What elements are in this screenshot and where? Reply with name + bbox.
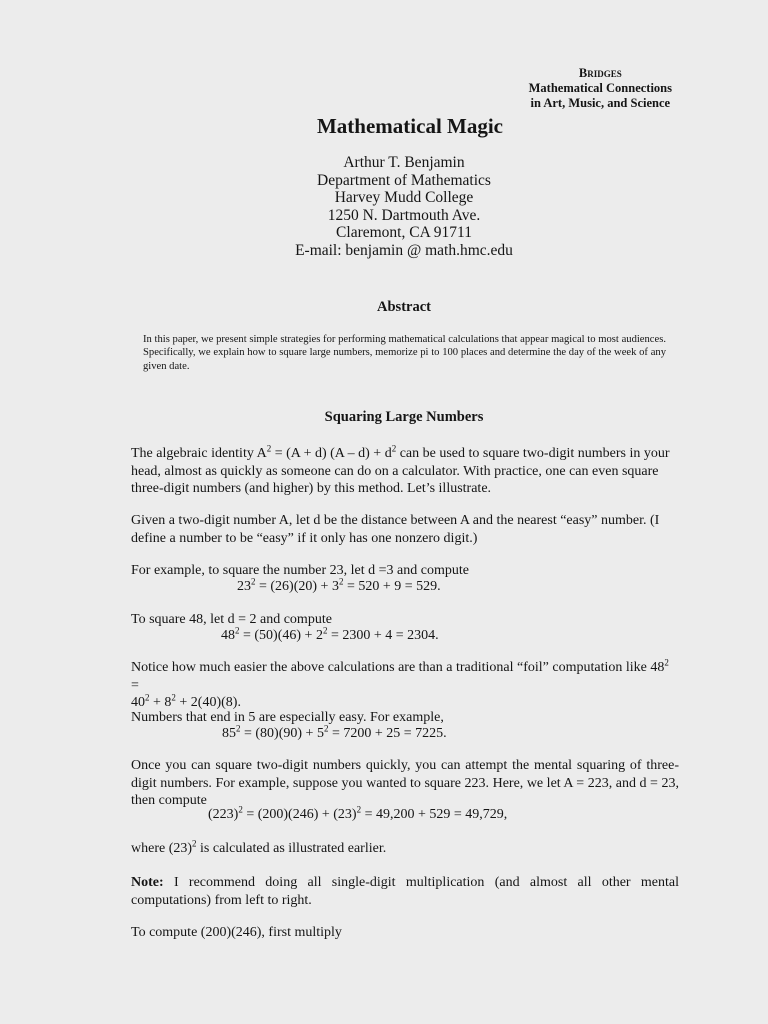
abstract-text: In this paper, we present simple strategies for performing mathematical calculations that appear magical to most audiences. Specifically, we explain how to square large numbers, memorize pi to 100 places and determine the day of the week of any given date. <box>143 334 666 372</box>
abstract-heading: Abstract <box>377 299 431 315</box>
equation-223: $(223)^2 = (200)(246) + (23)^2 = 49,200 + 529 = 49,729$, <box>208 804 508 822</box>
equation-48: $48^2 = (50)(46) + 2^2 = 2300 + 4 = 2304$. <box>221 625 439 643</box>
author-name: Arthur T. Benjamin <box>343 154 465 171</box>
series-subtitle-2: in Art, Music, and Science <box>530 96 671 110</box>
equation-85: $85^2 = (80)(90) + 5^2 = 7200 + 25 = 7225$. <box>222 723 447 741</box>
series-subtitle-1: Mathematical Connections <box>528 81 672 95</box>
conference-header <box>529 66 672 111</box>
author-college: Harvey Mudd College <box>334 189 474 207</box>
author-block <box>0 154 768 260</box>
paragraph-three-digit: Once you can square two-digit numbers quickly, you can attempt the mental squaring of three-digit numbers. For example, suppose you wanted to square 223. Here, we let A = 223, and d = 23, then compute <box>131 758 679 808</box>
paragraph-example-23: For example, to square the number 23, let d =3 and compute <box>131 563 469 578</box>
note-label: Note: <box>131 875 164 890</box>
equation-23: $23^2 = (26)(20) + 3^2 = 520 + 9 = 529$. <box>237 576 441 594</box>
series-name: Bridges <box>578 66 622 80</box>
paragraph-foil: Notice how much easier the above calculations are than a traditional “foil” computation like $48^2$ = $40^2 + 8^2 + 2(40)(8)$. <box>131 657 669 710</box>
author-department: Department of Mathematics <box>317 171 491 189</box>
paragraph-ending-5: Numbers that end in 5 are especially easy. For example, <box>131 710 444 725</box>
paragraph-where-23: where $(23)^2$ is calculated as illustrated earlier. <box>131 838 387 856</box>
paper-title: Mathematical Magic <box>316 114 504 138</box>
author-street: 1250 N. Dartmouth Ave. <box>327 206 481 224</box>
paragraph-note: Note: I recommend doing all single-digit multiplication (and almost all other mental computations) from left to right. <box>131 875 679 908</box>
paragraph-identity: The algebraic identity $A^2 = (A + d)$ $(A - d) + d^2$ can be used to square two-digit numbers in your head, almost as quickly as someone can do on a calculator. With practice, one can even square three-digit numbers (and higher) by this method. Let’s illustrate. <box>131 443 670 496</box>
paragraph-compute-200: To compute (200)(246), first multiply <box>131 925 342 940</box>
paragraph-easy-number: Given a two-digit number A, let d be the distance between A and the nearest “easy” number. (I define a number to be “easy” if it only has one nonzero digit.) <box>131 513 660 546</box>
author-city: Claremont, CA 91711 <box>336 224 472 242</box>
author-email: E-mail: benjamin @ math.hmc.edu <box>295 241 513 259</box>
paragraph-example-48: To square 48, let d = 2 and compute <box>131 612 332 627</box>
section-heading: Squaring Large Numbers <box>324 409 484 425</box>
